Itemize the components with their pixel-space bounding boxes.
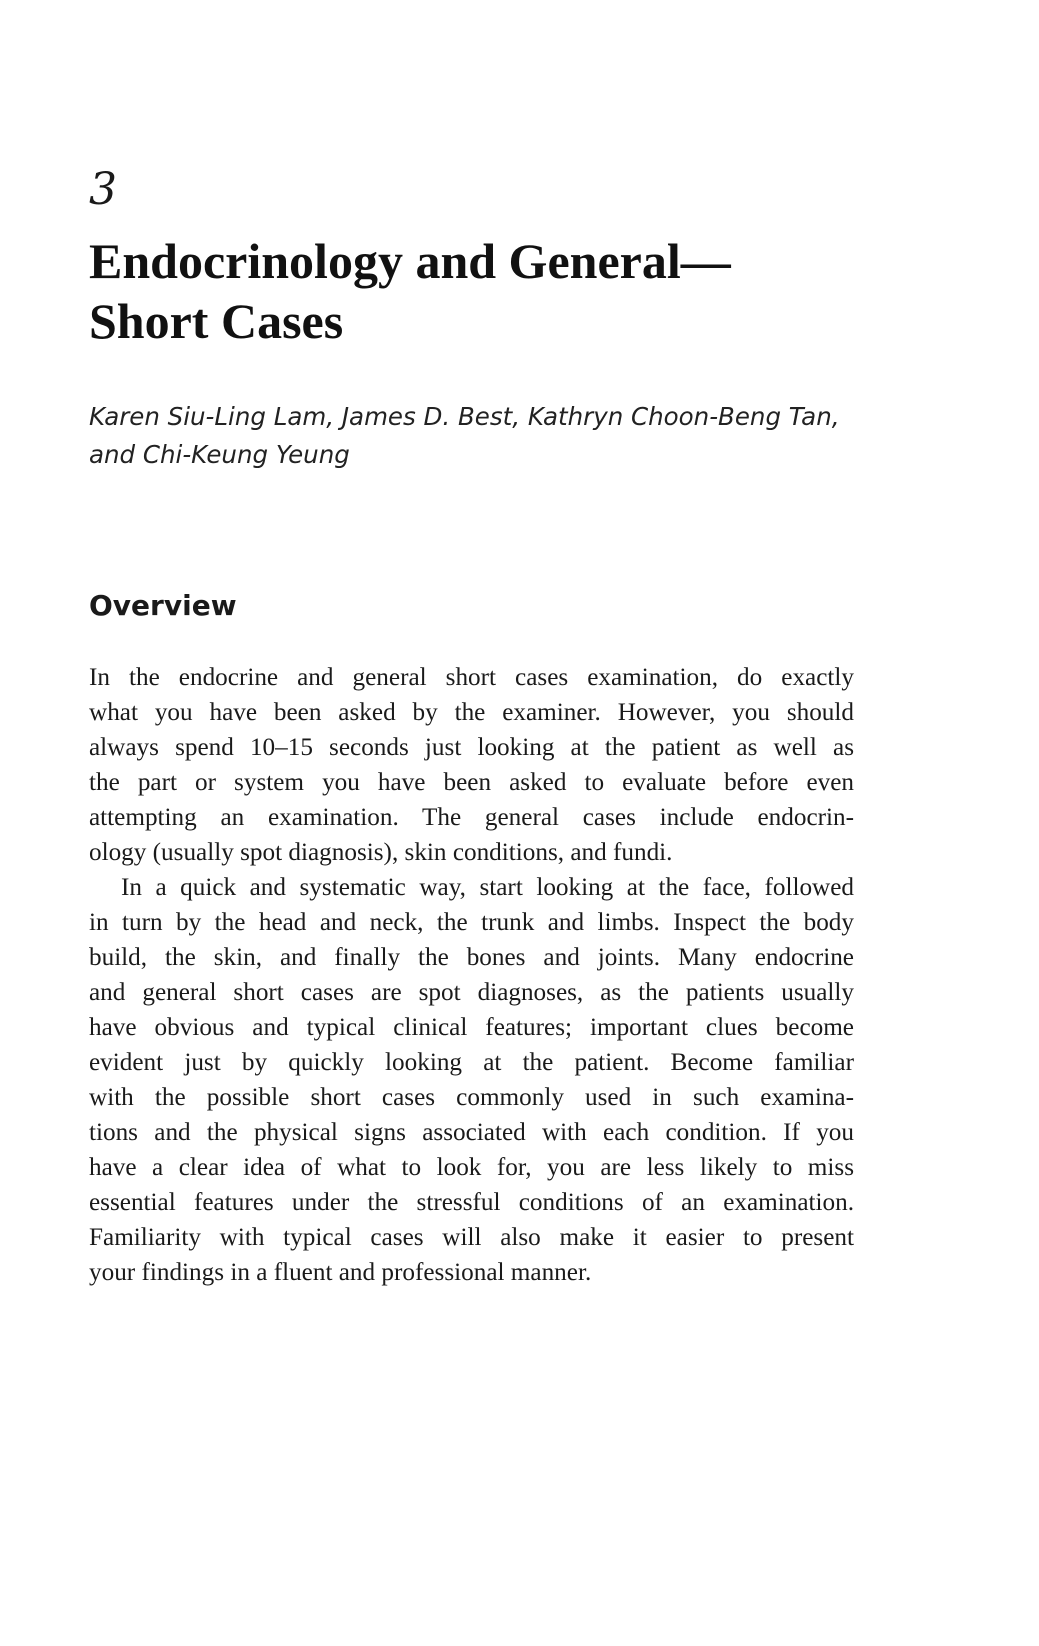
chapter-number: 3: [89, 164, 117, 215]
text-line: evident just by quickly looking at the patient. Become familiar: [89, 1049, 854, 1076]
text-line: ology (usually spot diagnosis), skin conditions, and fundi.: [89, 839, 673, 866]
text-line: your findings in a fluent and professional manner.: [89, 1259, 592, 1286]
text-line: build, the skin, and finally the bones and joints. Many endocrine: [89, 944, 854, 971]
authors-line: and Chi-Keung Yeung: [89, 440, 350, 469]
text-line: have obvious and typical clinical features; important clues become: [89, 1014, 854, 1041]
paragraph: [89, 870, 854, 1290]
paragraph: [89, 660, 854, 870]
text-line: attempting an examination. The general cases include endocrin-: [89, 804, 854, 831]
text-line: In the endocrine and general short cases examination, do exactly: [89, 664, 854, 691]
text-line: In a quick and systematic way, start looking at the face, followed: [121, 874, 854, 901]
text-line: with the possible short cases commonly used in such examina-: [89, 1084, 854, 1111]
text-line: in turn by the head and neck, the trunk and limbs. Inspect the body: [89, 909, 854, 936]
text-line: and general short cases are spot diagnoses, as the patients usually: [89, 979, 854, 1006]
chapter-title-line: Endocrinology and General—: [89, 233, 731, 289]
text-line: always spend 10–15 seconds just looking at the patient as well as: [89, 734, 854, 761]
text-line: have a clear idea of what to look for, you are less likely to miss: [89, 1154, 854, 1181]
chapter-title-line: Short Cases: [89, 293, 344, 349]
chapter-authors: [89, 398, 949, 474]
text-line: the part or system you have been asked to evaluate before even: [89, 769, 854, 796]
text-line: what you have been asked by the examiner. However, you should: [89, 699, 854, 726]
section-heading: Overview: [89, 589, 237, 622]
text-line: essential features under the stressful conditions of an examination.: [89, 1189, 854, 1216]
authors-line: Karen Siu-Ling Lam, James D. Best, Kathryn Choon-Beng Tan,: [89, 402, 840, 431]
chapter-title: [89, 231, 949, 351]
text-line: tions and the physical signs associated with each condition. If you: [89, 1119, 854, 1146]
section-body: [89, 660, 854, 1290]
text-line: Familiarity with typical cases will also make it easier to present: [89, 1224, 854, 1251]
